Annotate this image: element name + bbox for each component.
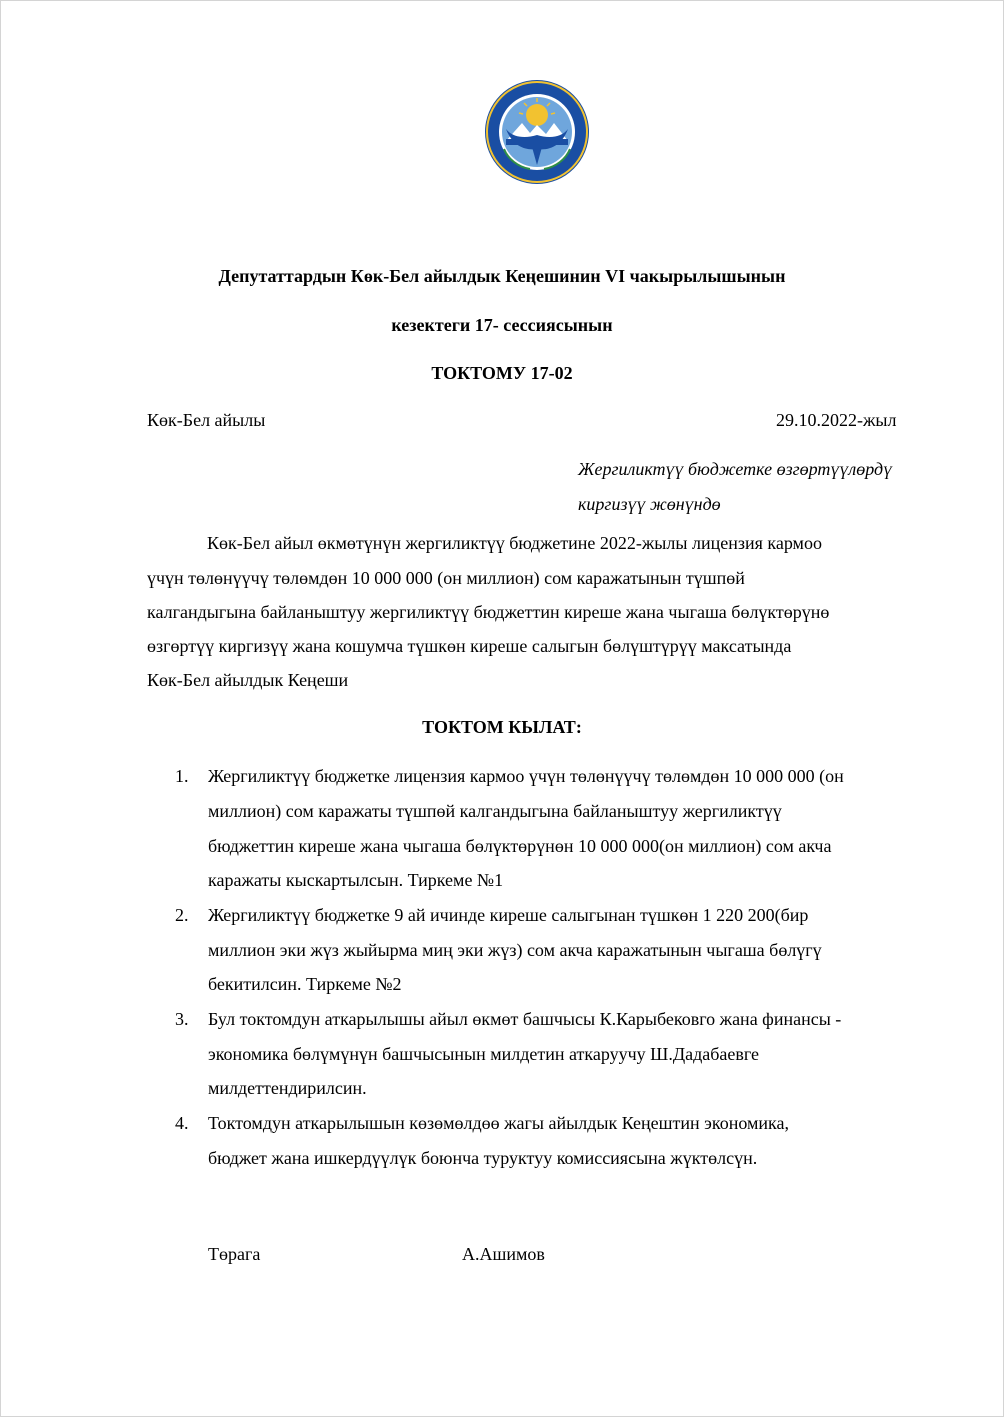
item-line: Жергиликтүү бюджетке лицензия кармоо үчүн төлөнүүчү төлөмдөн 10 000 000 (он — [208, 766, 844, 786]
state-emblem — [484, 79, 590, 185]
item-line: Бул токтомдун аткарылышы айыл өкмөт башчысы К.Карыбековго жана финансы - — [208, 1009, 842, 1029]
item-number: 4. — [175, 1113, 189, 1133]
item-line: Токтомдун аткарылышын көзөмөлдөө жагы айылдык Кеңештин экономика, — [208, 1113, 789, 1133]
item-line: каражаты кыскартылсын. Тиркеме №1 — [208, 870, 504, 890]
header-line-2: кезектеги 17- сессиясынын — [391, 315, 613, 335]
item-line: миллион) сом каражаты түшпөй калгандыгына байланыштуу жергиликтүү — [208, 801, 782, 821]
subject-line-1: Жергиликтүү бюджетке өзгөртүүлөрдү — [578, 459, 893, 479]
item-number: 1. — [175, 766, 189, 786]
item-line: экономика бөлүмүнүн башчысынын милдетин аткаруучу Ш.Дадабаевге — [208, 1044, 760, 1064]
header-line-1: Депутаттардын Көк-Бел айылдык Кеңешинин VI чакырылышынын — [218, 266, 786, 286]
resolution-title: ТОКТОМУ 17-02 — [431, 363, 573, 383]
item-line: миллион эки жүз жыйырма миң эки жүз) сом акча каражатынын чыгаша бөлүгү — [208, 940, 822, 960]
signature-role: Төрага — [208, 1244, 261, 1264]
preamble-line: Көк-Бел айылдык Кеңеши — [147, 670, 349, 690]
preamble-line: өзгөртүү киргизүү жана кошумча түшкөн киреше салыгын бөлүштүрүү максатында — [147, 636, 792, 656]
date: 29.10.2022-жыл — [776, 410, 897, 430]
item-number: 2. — [175, 905, 189, 925]
item-number: 3. — [175, 1009, 189, 1029]
preamble-line: үчүн төлөнүүчү төлөмдөн 10 000 000 (он миллион) сом каражатынын түшпөй — [147, 568, 745, 588]
item-line: Жергиликтүү бюджетке 9 ай ичинде киреше салыгынан түшкөн 1 220 200(бир — [208, 905, 809, 925]
subject-line-2: киргизүү жөнүндө — [578, 494, 721, 514]
item-line: милдеттендирилсин. — [208, 1078, 367, 1098]
signature-name: А.Ашимов — [462, 1244, 545, 1264]
item-line: бекитилсин. Тиркеме №2 — [208, 974, 402, 994]
place: Көк-Бел айылы — [147, 410, 266, 430]
item-line: бюджеттин киреше жана чыгаша бөлүктөрүнөн 10 000 000(он миллион) сом акча — [208, 836, 832, 856]
item-line: бюджет жана ишкердүүлүк боюнча туруктуу комиссиясына жүктөлсүн. — [208, 1148, 758, 1168]
preamble-line: Көк-Бел айыл өкмөтүнүн жергиликтүү бюджетине 2022-жылы лицензия кармоо — [207, 533, 822, 553]
resolution-heading: ТОКТОМ КЫЛАТ: — [422, 717, 582, 737]
preamble-line: калгандыгына байланыштуу жергиликтүү бюджеттин киреше жана чыгаша бөлүктөрүнө — [147, 602, 830, 622]
